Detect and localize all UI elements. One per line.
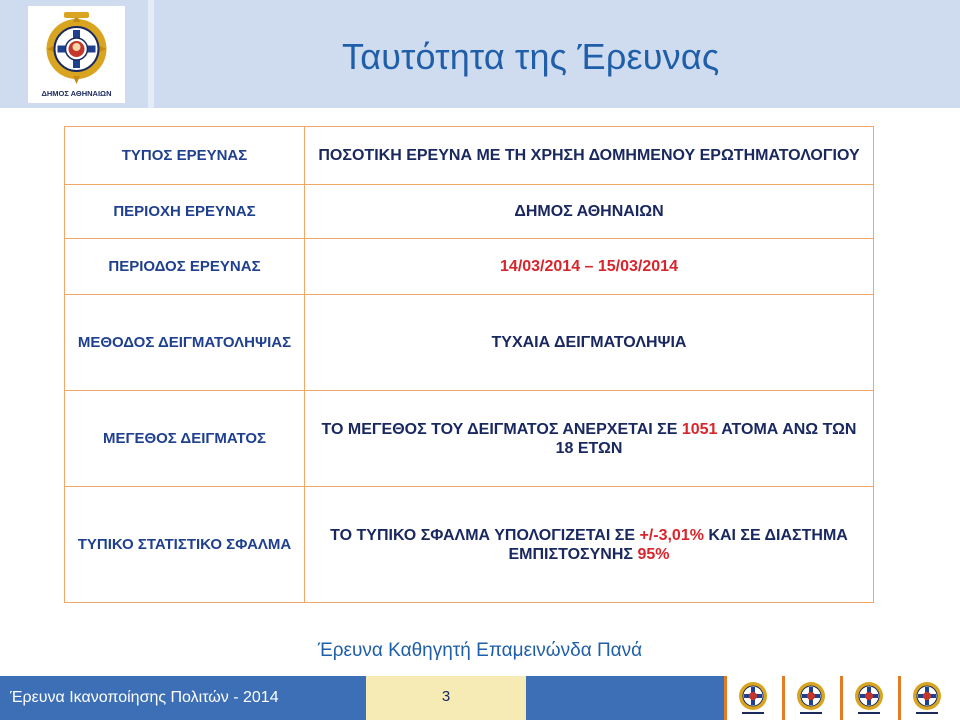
footer-separator xyxy=(840,676,843,720)
label-survey-period: ΠΕΡΙΟΔΟΣ ΕΡΕΥΝΑΣ xyxy=(65,239,305,295)
label-survey-type: ΤΥΠΟΣ ΕΡΕΥΝΑΣ xyxy=(65,127,305,185)
table-row-period xyxy=(65,239,874,295)
footer-logo-strip xyxy=(724,676,960,720)
sample-size-number: 1051 xyxy=(681,420,718,438)
sample-size-text-post: ΑΤΟΜΑ ΑΝΩ ΤΩΝ 18 ΕΤΩΝ xyxy=(555,420,857,457)
confidence-level: 95% xyxy=(637,545,670,563)
city-emblem-icon xyxy=(736,679,770,717)
label-standard-error: ΤΥΠΙΚΟ ΣΤΑΤΙΣΤΙΚΟ ΣΦΑΛΜΑ xyxy=(65,487,305,603)
value-survey-area: ΔΗΜΟΣ ΑΘΗΝΑΙΩΝ xyxy=(305,185,874,239)
city-emblem-icon xyxy=(794,679,828,717)
standard-error-text-mid: ΚΑΙ ΣΕ ΔΙΑΣΤΗΜΑ ΕΜΠΙΣΤΟΣΥΝΗΣ xyxy=(508,526,848,563)
table-row-size xyxy=(65,391,874,487)
page-title: Ταυτότητα της Έρευνας xyxy=(342,36,720,77)
standard-error-number: +/-3,01% xyxy=(639,526,704,544)
page-number-box xyxy=(366,676,526,720)
footer-separator xyxy=(898,676,901,720)
table-row-type xyxy=(65,127,874,185)
page-number: 3 xyxy=(441,688,451,705)
value-sample-size xyxy=(305,391,874,487)
label-sample-size: ΜΕΓΕΘΟΣ ΔΕΙΓΜΑΤΟΣ xyxy=(65,391,305,487)
table-row-method xyxy=(65,295,874,391)
standard-error-text-pre: ΤΟ ΤΥΠΙΚΟ ΣΦΑΛΜΑ ΥΠΟΛΟΓΙΖΕΤΑΙ ΣΕ xyxy=(330,526,640,544)
label-sampling-method: ΜΕΘΟΔΟΣ ΔΕΙΓΜΑΤΟΛΗΨΙΑΣ xyxy=(65,295,305,391)
value-survey-type: ΠΟΣΟΤΙΚΗ ΕΡΕΥΝΑ ΜΕ ΤΗ ΧΡΗΣΗ ΔΟΜΗΜΕΝΟΥ ΕΡΩΤΗΜΑΤΟΛΟΓΙΟΥ xyxy=(305,127,874,185)
logo-caption: ΔΗΜΟΣ ΑΘΗΝΑΙΩΝ xyxy=(41,89,112,98)
table-row-error xyxy=(65,487,874,603)
value-survey-period: 14/03/2014 – 15/03/2014 xyxy=(305,239,874,295)
city-of-athens-logo xyxy=(28,6,125,103)
footer-title: Έρευνα Ικανοποίησης Πολιτών - 2014 xyxy=(10,689,279,706)
table-row-area xyxy=(65,185,874,239)
label-survey-area: ΠΕΡΙΟΧΗ ΕΡΕΥΝΑΣ xyxy=(65,185,305,239)
sample-size-text-pre: ΤΟ ΜΕΓΕΘΟΣ ΤΟΥ ΔΕΙΓΜΑΤΟΣ ΑΝΕΡΧΕΤΑΙ ΣΕ xyxy=(321,420,682,438)
header-divider xyxy=(148,0,154,108)
city-emblem-icon xyxy=(910,679,944,717)
city-emblem-icon xyxy=(44,10,109,88)
value-sampling-method: ΤΥΧΑΙΑ ΔΕΙΓΜΑΤΟΛΗΨΙΑ xyxy=(305,295,874,391)
author-credit: Έρευνα Καθηγητή Επαμεινώνδα Πανά xyxy=(317,640,643,661)
value-standard-error xyxy=(305,487,874,603)
footer-separator xyxy=(724,676,727,720)
survey-identity-table xyxy=(64,126,874,603)
footer-separator xyxy=(782,676,785,720)
city-emblem-icon xyxy=(852,679,886,717)
